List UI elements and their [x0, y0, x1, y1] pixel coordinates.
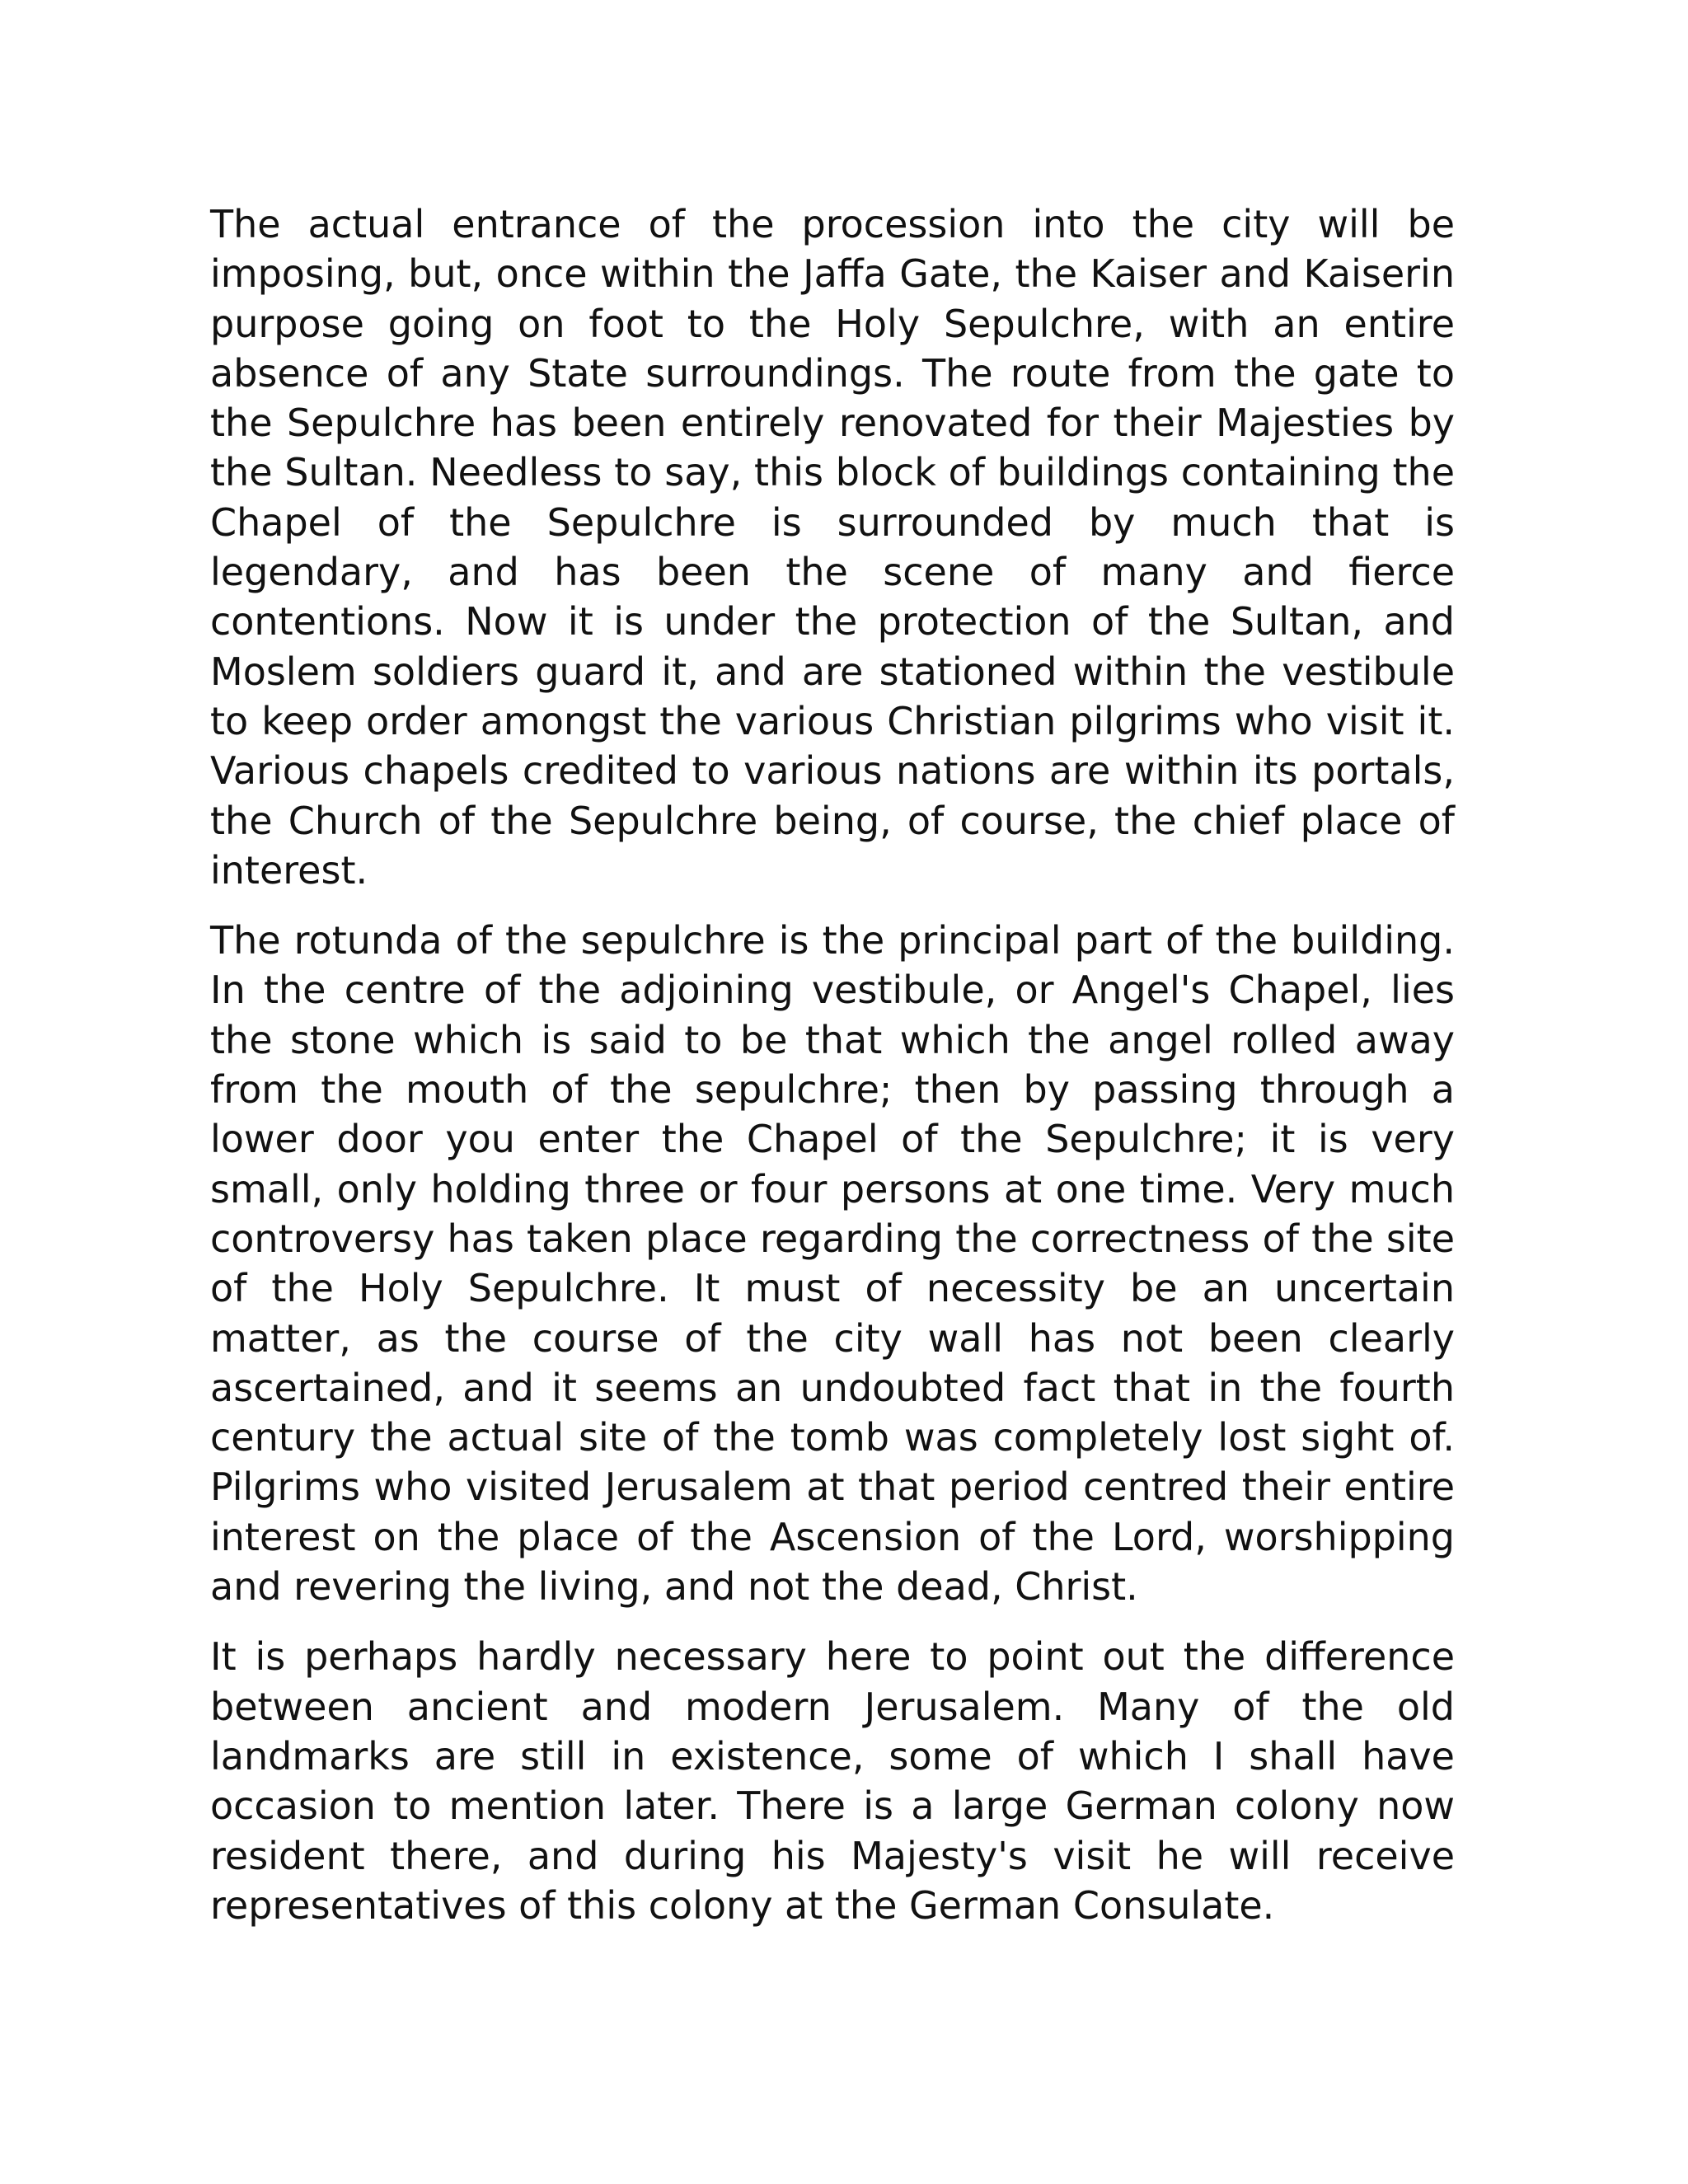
paragraph-2: The rotunda of the sepulchre is the principal part of the building. In the centre of the adjoining vestibule, or Angel's Chapel, lies the stone which is said to be that which the angel rolled away from the mouth of the sepulchre; then by passing through a lower door you enter the Chapel of the Sepulchre; it is very small, only holding three or four persons at one time. Very much controversy has taken place regarding the correctness of the site of the Holy Sepulchre. It must of necessity be an uncertain matter, as the course of the city wall has not been clearly ascertained, and it seems an undoubted fact that in the fourth century the actual site of the tomb was completely lost sight of. Pilgrims who visited Jerusalem at that period centred their entire interest on the place of the Ascension of the Lord, worshipping and revering the living, and not the dead, Christ. [210, 918, 1455, 1610]
paragraph-3: It is perhaps hardly necessary here to point out the difference between ancient and modern Jerusalem. Many of the old landmarks are still in existence, some of which I shall have occasion to mention later. There is a large German colony now resident there, and during his Majesty's visit he will receive representatives of this colony at the German Consulate. [210, 1634, 1455, 1928]
body-text [210, 199, 1455, 1951]
paragraph-1: The actual entrance of the procession into the city will be imposing, but, once within the Jaffa Gate, the Kaiser and Kaiserin purpose going on foot to the Holy Sepulchre, with an entire absence of any State surroundings. The route from the gate to the Sepulchre has been entirely renovated for their Majesties by the Sultan. Needless to say, this block of buildings containing the Chapel of the Sepulchre is surrounded by much that is legendary, and has been the scene of many and fierce contentions. Now it is under the protection of the Sultan, and Moslem soldiers guard it, and are stationed within the vestibule to keep order amongst the various Christian pilgrims who visit it. Various chapels credited to various nations are within its portals, the Church of the Sepulchre being, of course, the chief place of interest. [210, 202, 1455, 893]
